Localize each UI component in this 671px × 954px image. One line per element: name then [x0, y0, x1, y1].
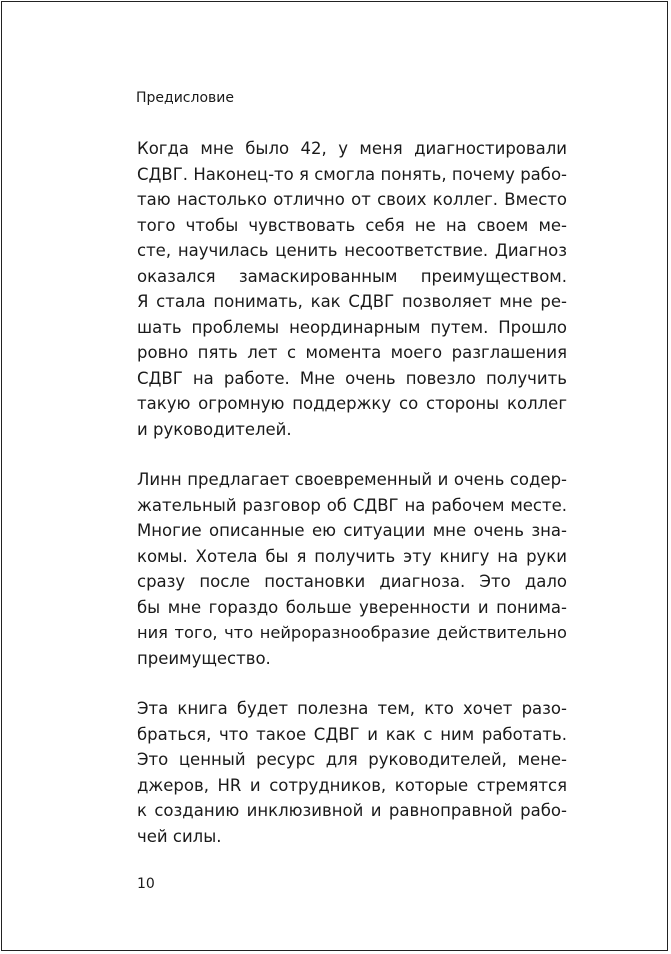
text-line: ровно пять лет с момента моего разглашения	[137, 343, 567, 362]
paragraph	[137, 696, 567, 849]
text-line: Когда мне было 42, у меня диагностировали	[137, 139, 567, 158]
text-line: чей силы.	[137, 826, 222, 846]
text-line: СДВГ. Наконец-то я смогла понять, почему рабо-	[137, 164, 567, 184]
text-line: преимущество.	[137, 648, 271, 668]
text-line: и руководителей.	[137, 419, 292, 439]
text-line: жательный разговор об СДВГ на рабочем месте.	[137, 495, 567, 515]
paragraph	[137, 467, 567, 671]
text-line: к созданию инклюзивной и равноправной рабо-	[137, 801, 567, 820]
text-line: Многие описанные ею ситуации мне очень зна-	[137, 521, 567, 540]
text-line: джеров, HR и сотрудников, которые стремятся	[137, 775, 567, 795]
text-line: шать проблемы неординарным путем. Прошло	[137, 317, 567, 337]
text-line: браться, что такое СДВГ и как с ним работать.	[137, 724, 567, 744]
text-line: СДВГ на работе. Мне очень повезло получить	[137, 368, 567, 388]
running-header: Предисловие	[136, 90, 234, 106]
text-line: комы. Хотела бы я получить эту книгу на руки	[137, 546, 567, 566]
paragraph	[137, 136, 567, 442]
text-line: того чтобы чувствовать себя не на своем ме-	[137, 215, 567, 235]
text-line: Я стала понимать, как СДВГ позволяет мне ре-	[137, 292, 567, 311]
text-line: сразу после постановки диагноза. Это дало	[137, 572, 567, 591]
text-line: Эта книга будет полезна тем, кто хочет разо-	[137, 699, 567, 718]
text-line: оказался замаскированным преимуществом.	[137, 266, 567, 286]
body-text	[137, 136, 567, 874]
text-line: Это ценный ресурс для руководителей, мене-	[137, 750, 567, 769]
text-line: Линн предлагает своевременный и очень содер-	[137, 470, 567, 489]
text-line: таю настолько отлично от своих коллег. Вместо	[137, 190, 567, 209]
text-line: сте, научилась ценить несоответствие. Диагноз	[137, 241, 567, 260]
text-line: бы мне гораздо больше уверенности и понима-	[137, 597, 567, 617]
text-line: такую огромную поддержку со стороны коллег	[137, 394, 567, 413]
page-number: 10	[137, 876, 155, 892]
text-line: ния того, что нейроразнообразие действительно	[137, 623, 567, 642]
